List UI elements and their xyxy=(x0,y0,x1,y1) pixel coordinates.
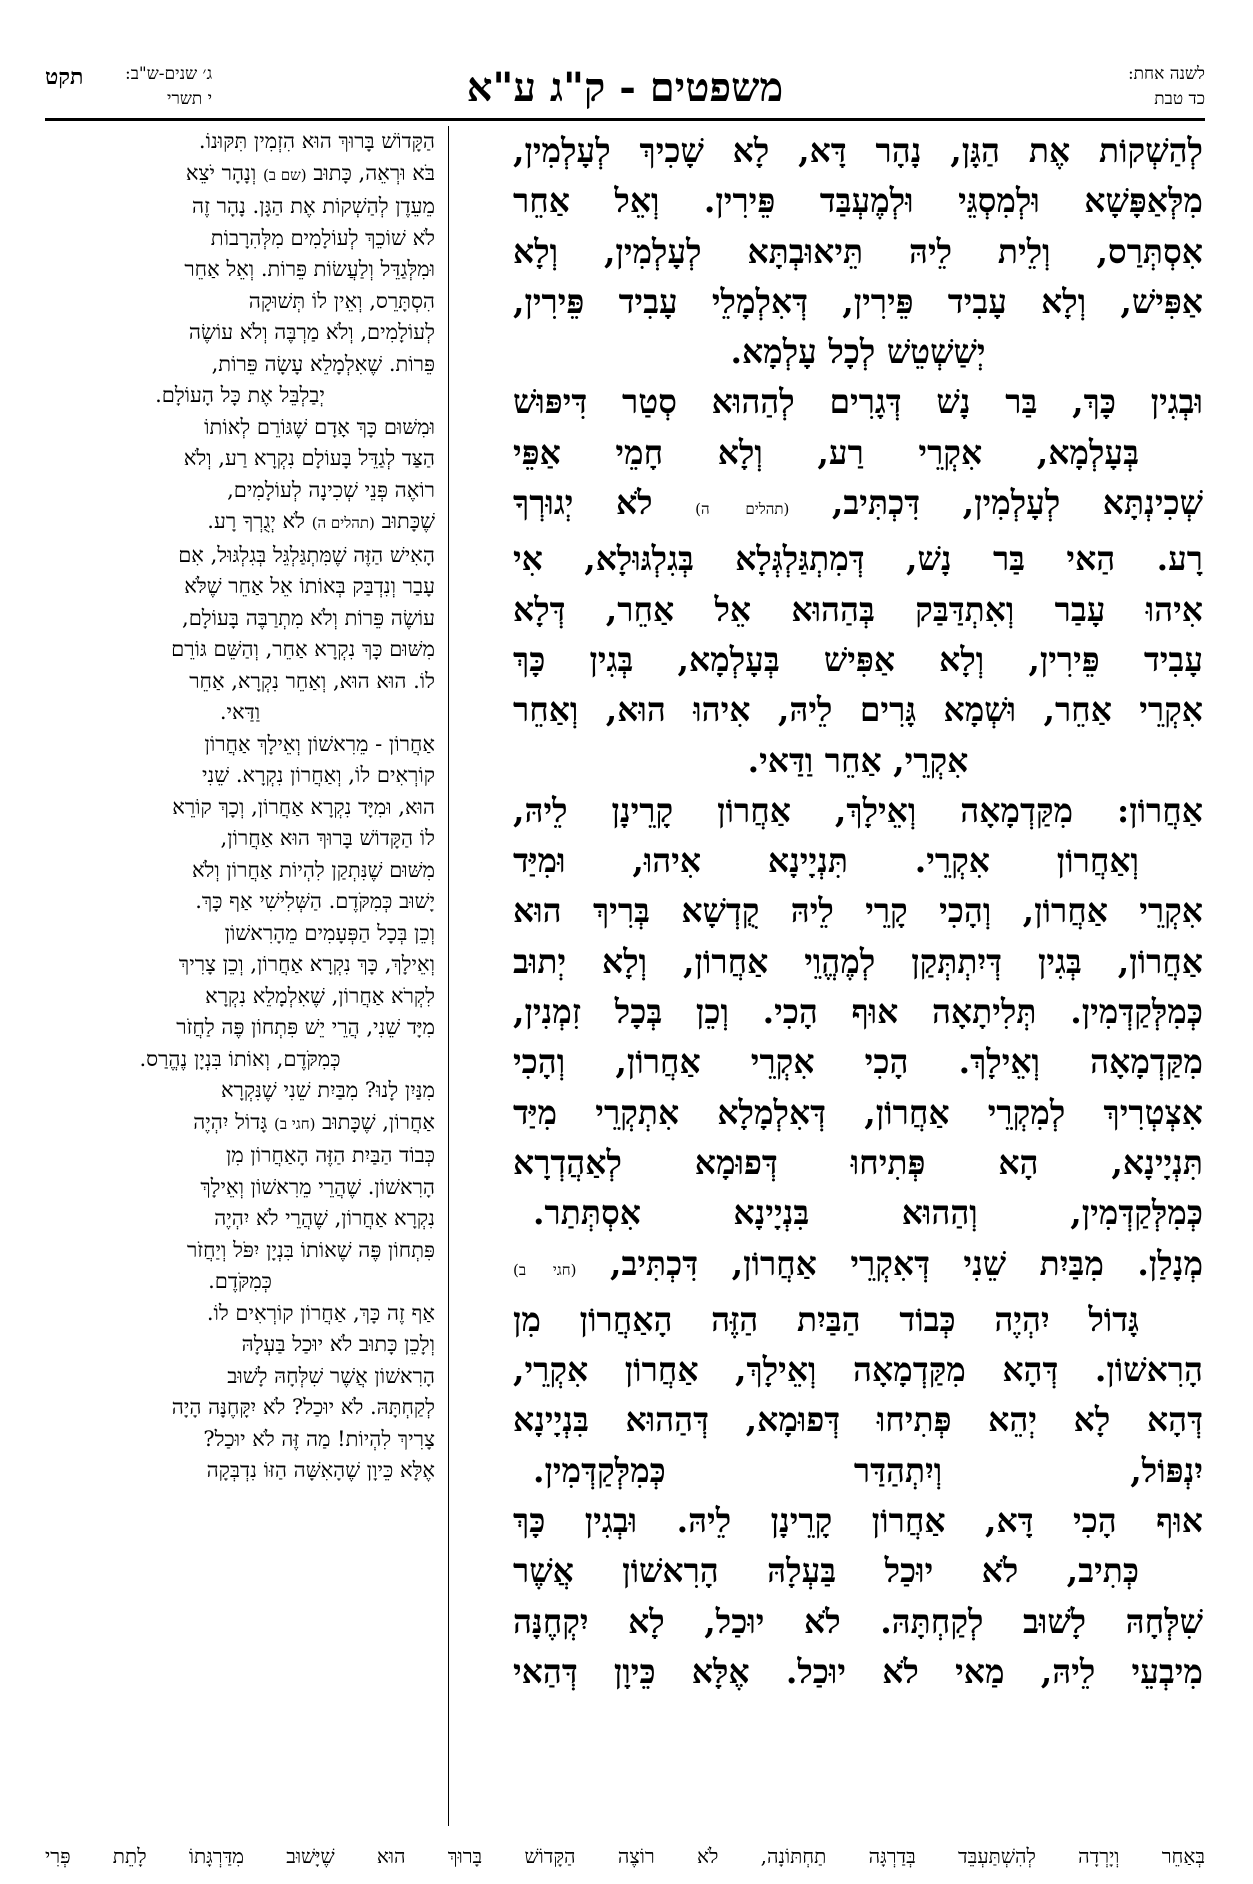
main-line: עָבִיד פֵּירִין, וְלָא אַפִּישׁ בְּעָלְמָא, בְּגִין כָּךְ xyxy=(513,639,1203,679)
main-line: אַחֲרוֹן, בְּגִין דְּיִתְתְּקַן לְמֶהֱוֵי אַחֲרוֹן, וְלָא יְתוּב xyxy=(513,941,1203,981)
page-header xyxy=(45,62,1205,114)
main-line: אִקְרֵי, אַחֵר וַדַּאי. xyxy=(747,740,969,780)
commentary-line: רוֹאֶה פְּנֵי שְׁכִינָה לְעוֹלָמִים, xyxy=(227,477,435,502)
header-study-schedule-three-years xyxy=(125,62,212,112)
commentary-line-text: אַחֲרוֹן, שֶׁכָּתוּב xyxy=(322,1109,435,1134)
commentary-line: לוֹ הַקָּדוֹשׁ בָּרוּךְ הוּא אַחֲרוֹן, xyxy=(220,826,435,850)
commentary-line: מִשּׁוּם כָּךְ נִקְרָא אַחֵר, וְהַשֵּׁם גּוֹרֵם xyxy=(171,637,435,661)
page-title: משפטים - ק"ג ע"א xyxy=(466,64,784,111)
commentary-line: עוֹשֶׂה פֵּרוֹת וְלֹא מִתְרַבֶּה בָּעוֹלָם, xyxy=(182,605,435,630)
main-line: הָרִאשׁוֹן. דְּהָא מִקַּדְמָאָה וְאֵילָךְ, אַחֲרוֹן אִקְרֵי, xyxy=(513,1350,1203,1390)
main-line: תִּנְיָינָא, הָא פְּתִיחוּ דְּפוּמָא לְאַהֲדְרָא xyxy=(513,1142,1203,1182)
commentary-line: יָשׁוּב כְּמִקֹּדֶם. הַשְּׁלִישִׁי אַף כָּךְ. xyxy=(195,889,435,913)
commentary-line: וַדַּאי. xyxy=(219,700,261,724)
commentary-line: וְלָכֵן כָּתוּב לֹא יוּכַל בַּעְלָהּ xyxy=(241,1332,435,1356)
source-reference: (חגי ב) xyxy=(513,1260,577,1279)
commentary-line: מִנַּיִן לָנוּ? מִבַּיִת שֵׁנִי שֶׁנִּקְרָא xyxy=(220,1078,435,1102)
commentary-line: פֵּרוֹת. שֶׁאִלְמָלֵא עָשָׂה פֵּרוֹת, xyxy=(211,351,435,376)
commentary-line: לוֹ. הוּא הוּא, וְאַחֵר נִקְרָא, אַחֵר xyxy=(189,668,435,693)
main-line: יִנְפּוֹל, וְיִתְהַדַּר כְּמִלְּקַדְּמִין. xyxy=(533,1450,1203,1490)
commentary-line: לִקְרֹא אַחֲרוֹן, שֶׁאִלְמָלֵא נִקְרָא xyxy=(205,983,435,1008)
main-line: דְּהָא לָא יְהֵא פְּתִיחוּ דְּפוּמָא, דְּהַהוּא בִּנְיָינָא xyxy=(513,1400,1203,1440)
commentary-line: קוֹרְאִים לוֹ, וְאַחֲרוֹן נִקְרָא. שֵׁנִי xyxy=(201,763,435,787)
main-line: כְּמִלְּקַדְּמִין, וְהַהוּא בִּנְיָינָא אִסְתְּתַר. xyxy=(533,1193,1203,1233)
commentary-line: הִסְתָּרֵס, וְאֵין לוֹ תְּשׁוּקָה xyxy=(248,288,435,313)
header-three-years-label: ג׳ שנים-ש"ב: xyxy=(125,64,213,84)
main-line: אַחֲרוֹן: מִקַּדְמָאָה וְאֵילָךְ, אַחֲרוֹן קָרֵינָן לֵיהּ, xyxy=(513,790,1203,830)
main-line: אִסְתְּרַס, וְלֵית לֵיהּ תֵּיאוּבְתָּא לְעָלְמִין, וְלָא xyxy=(513,231,1203,271)
main-line: יְשַׁשְׁטֵשׁ לְכָל עָלְמָא. xyxy=(730,332,986,372)
commentary-line: כְּמִקֹּדֶם. xyxy=(208,1269,272,1293)
commentary-line: הָרִאשׁוֹן. שֶׁהֲרֵי מֵרִאשׁוֹן וְאֵילָךְ xyxy=(200,1174,435,1199)
main-line: אִקְרֵי אַחֲרוֹן, וְהָכִי קָרֵי לֵיהּ קֻדְשָׁא בְּרִיךְ הוּא xyxy=(513,891,1203,931)
commentary-line: אֶלָּא כֵּיוָן שֶׁהָאִשָּׁה הַזּוֹ נִדְבְּקָה xyxy=(206,1458,435,1482)
commentary-line: אַחֲרוֹן - מֵרִאשׁוֹן וְאֵילָךְ אַחֲרוֹן xyxy=(204,731,435,756)
main-line: בְּעָלְמָא, אִקְרֵי רַע, וְלָא חָמֵי אַפֵּי xyxy=(513,432,1139,472)
commentary-line: הָרִאשׁוֹן אֲשֶׁר שִׁלְּחָהּ לָשׁוּב xyxy=(227,1363,435,1388)
main-line: לְהַשְׁקוֹת אֶת הַגָּן, נָהָר דָּא, לָא שָׁכִיךְ לְעָלְמִין, xyxy=(513,131,1203,170)
header-one-year-label: לשנה אחת: xyxy=(1127,64,1205,84)
commentary-line xyxy=(45,506,435,540)
main-line-text: לֹא יְגוּרְךָ xyxy=(513,483,653,523)
page-number: תקט xyxy=(45,64,84,90)
commentary-line xyxy=(45,158,435,192)
header-three-years-date: י תשרי xyxy=(167,89,213,109)
commentary-line: יְבַלְבֵּל אֶת כָּל הָעוֹלָם. xyxy=(155,383,325,407)
commentary-line: הוּא, וּמִיָּד נִקְרָא אַחֲרוֹן, וְכָךְ קוֹרֵא xyxy=(172,794,435,819)
main-line: שִׁלְּחָהּ לָשׁוּב לְקַחְתָּהּ. לֹא יוּכַל, לָא יִקְחֶנָּה xyxy=(513,1601,1203,1641)
commentary-line: לְקַחְתָּהּ. לֹא יוּכַל? לֹא יִקָּחֶנָּה הָיָה xyxy=(171,1395,435,1419)
main-line: כְּמִלְּקַדְּמִין. תְּלִיתָאָה אוּף הָכִי. וְכֵן בְּכָל זִמְנִין, xyxy=(513,992,1203,1032)
commentary-line xyxy=(45,1107,435,1141)
commentary-line-text: גָּדוֹל יִהְיֶה xyxy=(193,1109,268,1134)
commentary-line: לֹא שׁוֹכֵךְ לְעוֹלָמִים מִלְּהִרָבוֹת xyxy=(210,225,435,250)
main-line: מִיבְעֵי לֵיהּ, מַאי לֹא יוּכַל. אֶלָּא כֵּיוָן דְּהַאי xyxy=(513,1651,1203,1691)
commentary-line: צָרִיךְ לִהְיוֹת! מַה זֶּה לֹא יוּכַל? xyxy=(203,1426,435,1451)
header-one-year-date: כד טבת xyxy=(1154,89,1205,109)
commentary-line: הָאִישׁ הַזֶּה שֶׁמִּתְגַּלְגֵּל בְּגִלְגּוּל, אִם xyxy=(178,542,435,567)
main-line: וּבְגִין כָּךְ, בַּר נָשׁ דְּגָרִים לְהַהוּא סְטַר דִּיפּוּשׁ xyxy=(513,382,1203,422)
footer-continuation-line: בְּאַחֵר וְיָרְדָה לְהִשְׁתַּעְבֵּד בְּדַרְגָּה תַחְתּוֹנָה, לֹא רוֹצֶה הַקָּדוֹשׁ בָּרוּךְ הוּא שֶׁיָּשׁוּב מִדַּרְגָּתוֹ לָתֵת פְּרִי xyxy=(45,1844,1205,1868)
commentary-line-text: לֹא יְגֻרְךָ רָע. xyxy=(207,509,305,533)
main-line xyxy=(513,478,1203,534)
commentary-line: לְעוֹלָמִים, וְלֹא מַרְבֶּה וְלֹא עוֹשֶׂה xyxy=(188,320,435,344)
commentary-line-text: בֹּא וּרְאֵה, כָּתוּב xyxy=(313,160,435,185)
commentary-line: וְכֵן בְּכָל הַפְּעָמִים מֵהָרִאשׁוֹן xyxy=(224,920,435,945)
column-divider xyxy=(448,126,449,1826)
main-line: אִיהוּ עָבַר וְאִתְדַּבַּק בְּהַהוּא אֵל אַחֵר, דְּלָא xyxy=(513,589,1203,629)
main-text-column xyxy=(513,126,1203,1834)
main-line: וְאַחֲרוֹן אִקְרֵי. תִּנְיָינָא אִיהוּ, וּמִיַּד xyxy=(513,841,1139,881)
source-reference: (תהלים ה) xyxy=(311,514,375,532)
commentary-line: כְּמִקֹּדֶם, וְאוֹתוֹ בִּנְיָן נֶהֱרַס. xyxy=(139,1046,341,1071)
commentary-line: נִקְרָא אַחֲרוֹן, שֶׁהֲרֵי לֹא יִהְיֶה xyxy=(214,1206,435,1230)
commentary-line-text: וְנָהָר יֹצֵא xyxy=(185,160,257,185)
commentary-line: וְאֵילָךְ, כָּךְ נִקְרָא אַחֲרוֹן, וְכֵן צָרִיךְ xyxy=(178,952,435,976)
commentary-line: מֵעֵדֶן לְהַשְׁקוֹת אֶת הַגָּן. נָהָר זֶה xyxy=(192,194,435,218)
commentary-line: מִיָּד שֵׁנִי, הֲרֵי יֵשׁ פִּתְחוֹן פֶּה לַחֲזֹר xyxy=(176,1015,435,1039)
commentary-line-text: שֶׁכָּתוּב xyxy=(381,509,435,533)
source-reference: (שם ב) xyxy=(262,165,307,184)
main-line-text: שְׁכִינְתָּא לְעָלְמִין, דִּכְתִּיב, xyxy=(831,483,1203,523)
commentary-line: מִשּׁוּם שֶׁנִּתְקַן לִהְיוֹת אַחֲרוֹן וְלֹא xyxy=(191,857,435,882)
main-line: רָע. הַאי בַּר נָשׁ, דְּמִתְגַּלְגְּלָא בְּגִלְגּוּלָא, אִי xyxy=(513,539,1203,579)
main-line: אַפִּישׁ, וְלָא עָבִיד פֵּירִין, דְּאִלְמָלֵי עָבִיד פֵּירִין, xyxy=(513,281,1203,321)
commentary-line: עָבַר וְנִדְבַּק בְּאוֹתוֹ אֵל אַחֵר שֶׁלֹּא xyxy=(184,574,435,598)
commentary-column xyxy=(45,126,435,1834)
main-line: כְּתִיב, לֹא יוּכַל בַּעְלָהּ הָרִאשׁוֹן אֲשֶׁר xyxy=(513,1551,1139,1591)
main-line: מִקַּדְמָאָה וְאֵילָךְ. הָכִי אִקְרֵי אַחֲרוֹן, וְהָכִי xyxy=(513,1042,1203,1082)
commentary-line: כְּבוֹד הַבַּיִת הַזֶּה הָאַחֲרוֹן מִן xyxy=(225,1143,435,1167)
header-divider xyxy=(45,118,1205,121)
commentary-line: אַף זֶה כָּךְ, אַחֲרוֹן קוֹרְאִים לוֹ. xyxy=(206,1300,435,1325)
commentary-line: וּמִשּׁוּם כָּךְ אָדָם שֶׁגּוֹרֵם לְאוֹתוֹ xyxy=(204,414,435,439)
commentary-line: הַצַּד לְגַדֵּל בָּעוֹלָם נִקְרָא רַע, וְלֹא xyxy=(183,446,435,470)
source-reference: (תהלים ה) xyxy=(695,500,790,519)
main-line: אוּף הָכִי דָּא, אַחֲרוֹן קָרֵינָן לֵיהּ. וּבְגִין כָּךְ xyxy=(513,1501,1203,1541)
main-line: אִקְרֵי אַחֵר, וּשְׁמָא גָּרִים לֵיהּ, אִיהוּ הוּא, וְאַחֵר xyxy=(513,690,1203,730)
main-line xyxy=(513,1239,1203,1295)
source-reference: (חגי ב) xyxy=(273,1114,316,1133)
main-line: אִצְטְרִיךְ לְמִקְרֵי אַחֲרוֹן, דְּאִלְמָלָא אִתְקְרֵי מִיַּד xyxy=(513,1092,1203,1132)
commentary-line: הַקָּדוֹשׁ בָּרוּךְ הוּא הִזְמִין תִּקּוּנוֹ. xyxy=(198,129,435,153)
main-line: גָּדוֹל יִהְיֶה כְּבוֹד הַבַּיִת הַזֶּה הָאַחֲרוֹן מִן xyxy=(513,1299,1139,1339)
commentary-line: וּמִלְּגַדֵּל וְלַעֲשׂוֹת פֵּרוֹת. וְאֵל אַחֵר xyxy=(184,257,435,281)
main-line-text: מְנָלַן. מִבַּיִת שֵׁנִי דְּאִקְרֵי אַחֲרוֹן, דִּכְתִּיב, xyxy=(609,1243,1204,1283)
main-line: מִלְּאַפָּשָׁא וּלְמִסְגֵּי וּלְמֶעְבַּד פֵּירִין. וְאֵל אַחֵר xyxy=(513,181,1203,221)
commentary-line: פִּתְחוֹן פֶּה שֶׁאוֹתוֹ בִּנְיָן יִפֹּל וְיַחֲזֹר xyxy=(186,1237,435,1262)
